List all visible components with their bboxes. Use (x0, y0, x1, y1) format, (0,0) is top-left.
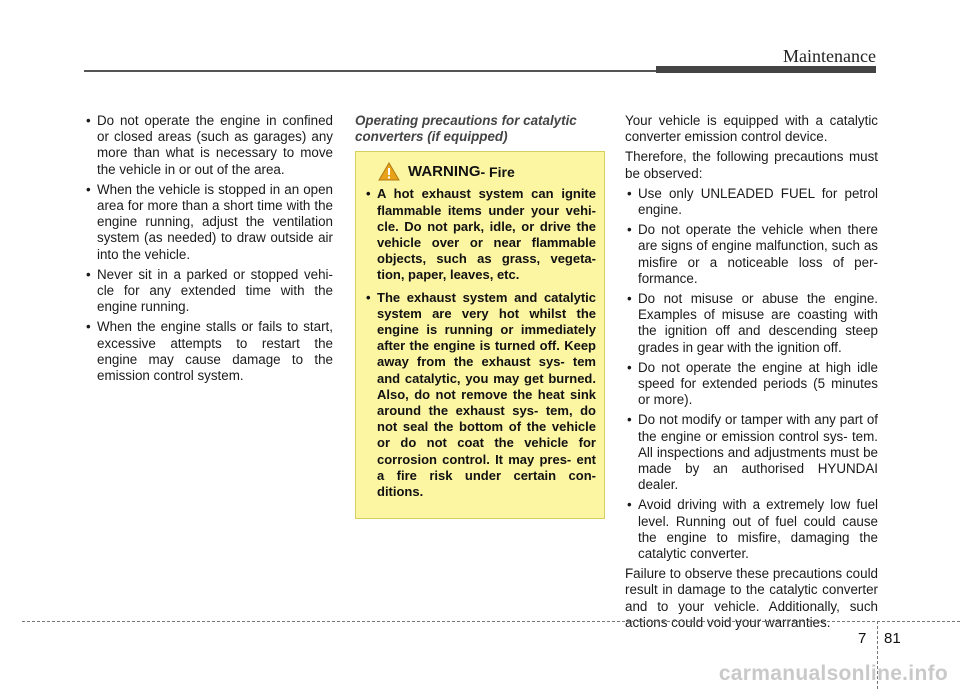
precautions-intro: Therefore, the following precautions must be observed: (625, 149, 878, 181)
list-item: • Avoid driving with a extremely low fuel level. Running out of fuel could cause the engine to misfire, damaging the catalytic converter. (625, 497, 878, 562)
list-item: • Do not modify or tamper with any part of the engine or emission control sys- tem. All inspections and adjustments must be made by an authorised HYUNDAI dealer. (625, 412, 878, 493)
list-item: • When the vehicle is stopped in an open area for more than a short time with the engine running, adjust the ventilation system (as needed) to draw outside air into the vehicle. (84, 182, 333, 263)
list-item: • When the engine stalls or fails to start, excessive attempts to restart the engine may cause damage to the emission control system. (84, 319, 333, 384)
list-item: • Use only UNLEADED FUEL for petrol engine. (625, 186, 878, 218)
closing-paragraph: Failure to observe these precautions could result in damage to the catalytic converter and to your vehicle. Additionally, such actions could void your warranties. (625, 566, 878, 630)
engine-precautions-list (84, 113, 333, 384)
chapter-number: 7 (858, 630, 867, 647)
warning-header (378, 162, 596, 181)
section-title: Maintenance (783, 46, 876, 66)
header-rule-thin (84, 70, 664, 72)
column-middle (355, 113, 605, 519)
page-number: 81 (884, 630, 901, 647)
list-item: • Never sit in a parked or stopped vehi- cle for any extended time with the engine running. (84, 267, 333, 316)
intro-paragraph: Your vehicle is equipped with a catalytic converter emission control device. (625, 113, 878, 145)
warning-triangle-icon (378, 162, 400, 181)
column-left (84, 113, 333, 388)
catalytic-heading: Operating precautions for catalytic converters (if equipped) (355, 113, 577, 145)
column-right (625, 113, 878, 635)
warning-list (364, 186, 596, 500)
warning-box (355, 151, 605, 519)
catalytic-precautions-list (625, 186, 878, 562)
list-item: • Do not operate the engine in confined or closed areas (such as garages) any more than what is necessary to move the vehicle in or out of the area. (84, 113, 333, 178)
list-item: • A hot exhaust system can ignite flammable items under your vehi- cle. Do not park, idle, or drive the vehicle over or near flammable objects, such as grass, vegeta- tion, paper, leaves, etc. (364, 186, 596, 283)
warning-subtitle: - Fire (480, 163, 515, 180)
list-item: • Do not operate the vehicle when there are signs of engine malfunction, such as misfire or a noticeable loss of per- formance. (625, 222, 878, 287)
list-item: • Do not misuse or abuse the engine. Examples of misuse are coasting with the ignition off and descending steep grades in gear with the ignition off. (625, 291, 878, 356)
header-rule-thick (656, 66, 876, 73)
warning-title: WARNING (408, 162, 481, 180)
footer-divider (22, 621, 960, 622)
list-item: • Do not operate the engine at high idle speed for extended periods (5 minutes or more). (625, 360, 878, 409)
list-item: • The exhaust system and catalytic system are very hot whilst the engine is running or immediately after the engine is turned off. Keep away from the exhaust sys- tem and catalytic, you may get burned. Also, do not remove the heat sink around the exhaust sys- tem, do not seal the bottom of the vehicle or do not coat the vehicle for corrosion control. It may pres- ent a fire risk under certain con- ditions. (364, 290, 596, 501)
watermark: carmanualsonline.info (718, 662, 948, 685)
